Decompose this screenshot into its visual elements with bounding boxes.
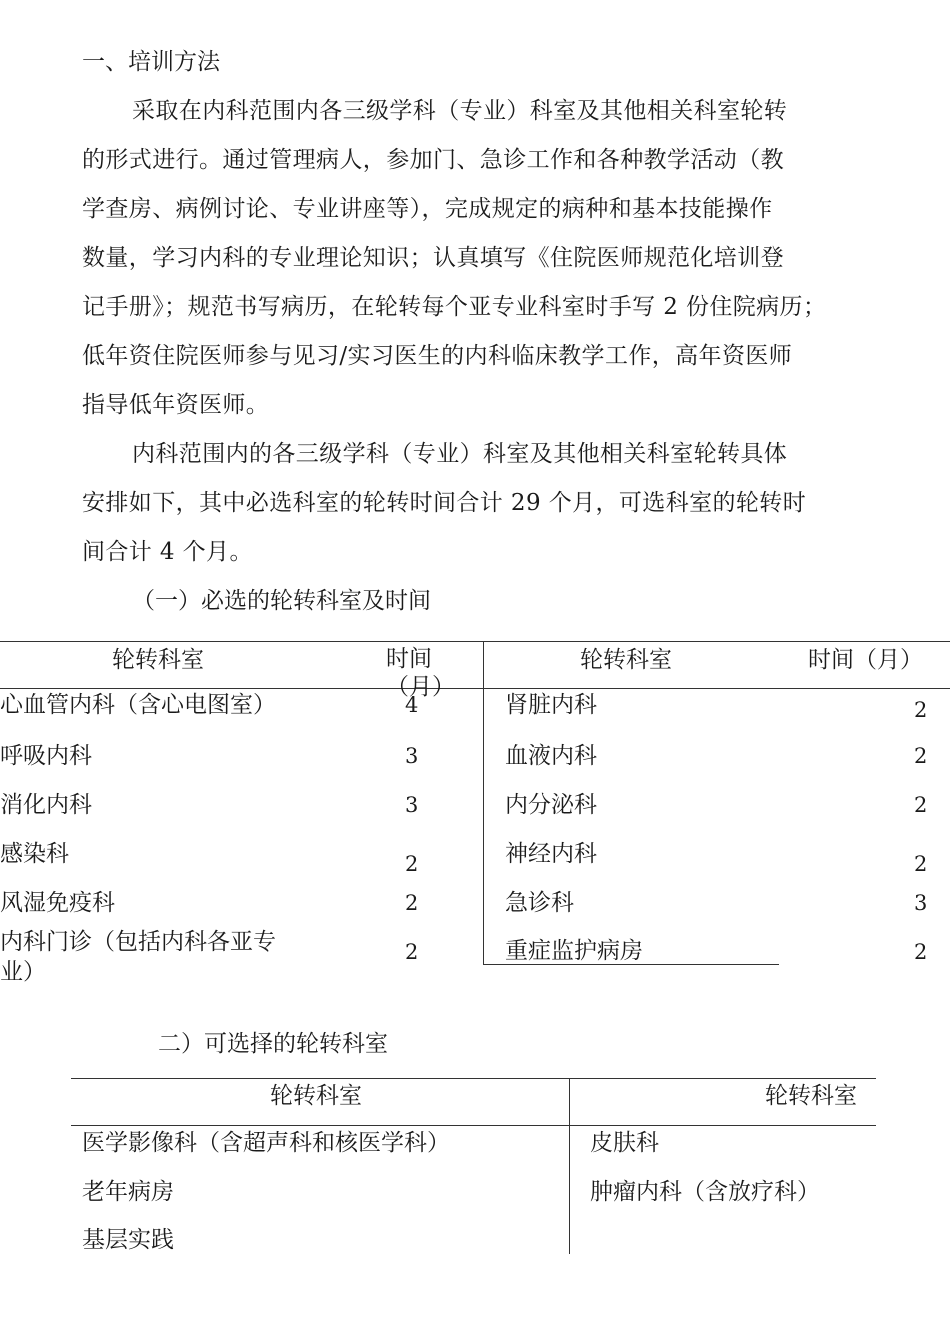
table-row-left-dept: 风湿免疫科 (0, 890, 115, 916)
header-dept-right: 轮转科室 (580, 647, 672, 673)
table-row-right-time: 2 (914, 940, 928, 964)
table-border-top (0, 641, 950, 642)
table-row-left-time: 4 (405, 693, 419, 717)
paragraph-line: 学查房、病例讨论、专业讲座等），完成规定的病种和基本技能操作 (82, 196, 773, 222)
table-row-right-dept: 重症监护病房 (505, 938, 643, 964)
paragraph-line: 间合计 4 个月。 (82, 539, 253, 565)
paragraph-line: 记手册》；规范书写病历，在轮转每个亚专业科室时手写 2 份住院病历； (82, 294, 827, 320)
section-heading: 一、培训方法 (82, 49, 220, 75)
table-row-left-dept: 呼吸内科 (0, 743, 92, 769)
list-item: 基层实践 (82, 1227, 174, 1253)
table-row-left-time: 2 (405, 852, 419, 876)
list-item: 医学影像科（含超声科和核医学科） (82, 1130, 450, 1156)
list-item: 老年病房 (82, 1179, 174, 1205)
section1-title: （一）必选的轮转科室及时间 (132, 588, 431, 614)
list-item: 皮肤科 (590, 1130, 659, 1156)
table-row-right-time: 2 (914, 698, 928, 722)
section2-title: 二）可选择的轮转科室 (158, 1031, 388, 1057)
header-time-left: 时间（月） (386, 646, 455, 700)
table-row-right-dept: 肾脏内科 (505, 692, 597, 718)
paragraph-line: 内科范围内的各三级学科（专业）科室及其他相关科室轮转具体 (132, 441, 788, 467)
table-row-left-dept: 消化内科 (0, 792, 92, 818)
table-row-left-dept: 感染科 (0, 841, 69, 867)
header-dept-left: 轮转科室 (270, 1083, 362, 1109)
header-dept-right: 轮转科室 (765, 1083, 857, 1109)
table-header-border (71, 1125, 876, 1126)
table-row-left-dept: 内科门诊（包括内科各亚专业） (0, 929, 276, 985)
table-divider (483, 641, 484, 965)
table-row-right-time: 3 (914, 891, 928, 915)
table-row-right-time: 2 (914, 744, 928, 768)
paragraph-line: 数量，学习内科的专业理论知识；认真填写《住院医师规范化培训登 (82, 245, 784, 271)
table-divider (569, 1078, 570, 1254)
table-row-left-time: 2 (405, 940, 419, 964)
table-row-left-dept: 心血管内科（含心电图室） (0, 692, 276, 718)
paragraph-line: 指导低年资医师。 (82, 392, 270, 418)
header-time-right: 时间（月） (808, 647, 923, 673)
table-row-right-dept: 神经内科 (505, 841, 597, 867)
table-row-right-dept: 内分泌科 (505, 792, 597, 818)
paragraph-line: 采取在内科范围内各三级学科（专业）科室及其他相关科室轮转 (132, 98, 788, 124)
list-item: 肿瘤内科（含放疗科） (590, 1179, 820, 1205)
paragraph-line: 低年资住院医师参与见习/实习医生的内科临床教学工作，高年资医师 (82, 343, 793, 369)
table-row-left-time: 3 (405, 793, 419, 817)
table-row-right-dept: 血液内科 (505, 743, 597, 769)
header-dept-left: 轮转科室 (112, 647, 204, 673)
table-row-right-time: 2 (914, 852, 928, 876)
table-row-left-time: 2 (405, 891, 419, 915)
table-border-top (71, 1078, 876, 1079)
table-row-right-dept: 急诊科 (505, 890, 574, 916)
table-row-left-time: 3 (405, 744, 419, 768)
paragraph-line: 安排如下，其中必选科室的轮转时间合计 29 个月，可选科室的轮转时 (82, 490, 807, 516)
paragraph-line: 的形式进行。通过管理病人，参加门、急诊工作和各种教学活动（教 (82, 147, 784, 173)
table-header-border (0, 688, 950, 689)
table-row-right-time: 2 (914, 793, 928, 817)
